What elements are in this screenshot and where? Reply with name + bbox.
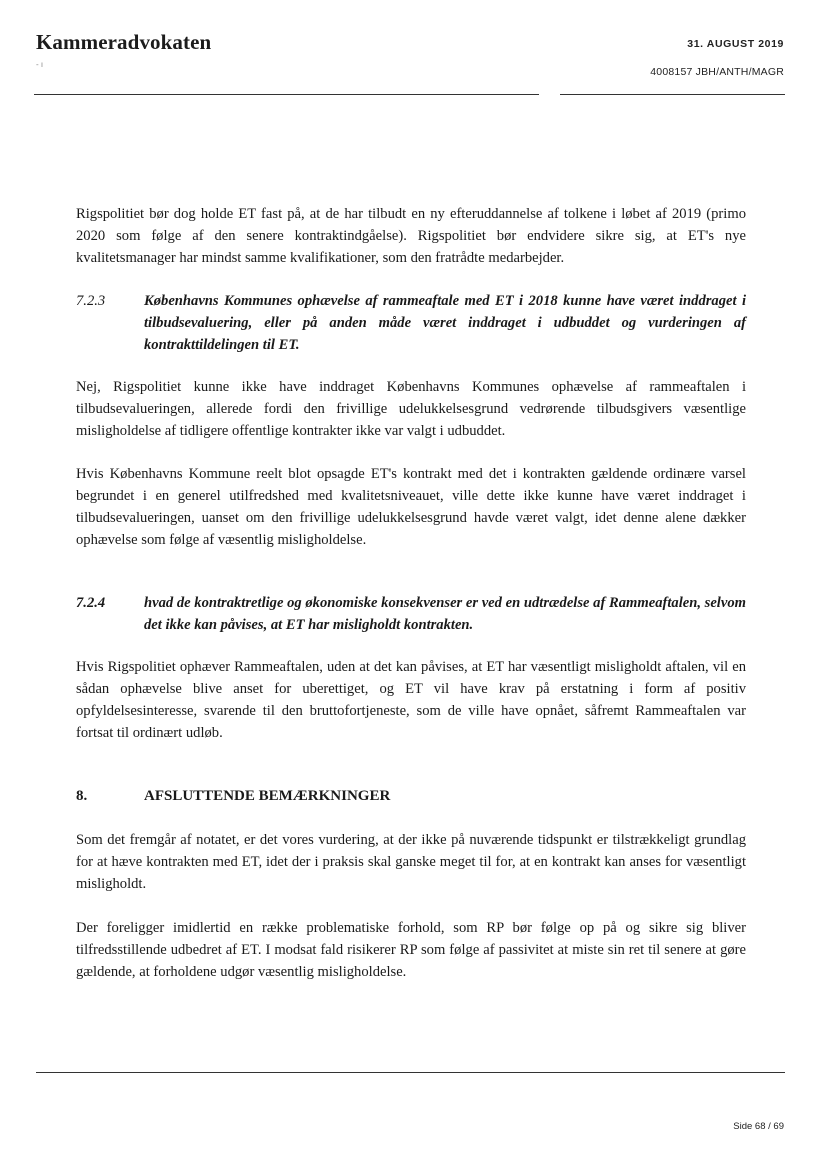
- paragraph-5: Som det fremgår af notatet, er det vores vurdering, at der ikke på nuværende tidspunkt er tilstrækkeligt grundlag for at hæve kontrakten med ET, idet der i praksis skal ganske meget til for, at en kontrakt kan anses for væsentligt misligholdt.: [76, 832, 746, 892]
- question-7-2-3-text: Københavns Kommunes ophævelse af rammeaftale med ET i 2018 kunne have været inddraget i tilbudsevaluering, eller på anden måde været inddraget i udbuddet og vurderingen af kontrakttildelingen til ET.: [144, 293, 746, 353]
- logo-mark: - ı: [36, 60, 44, 69]
- section-number: 8.: [76, 788, 88, 804]
- header-divider-left: [34, 94, 539, 95]
- reference-number: 4008157 JBH/ANTH/MAGR: [650, 66, 784, 78]
- header-divider-right: [560, 94, 785, 95]
- question-7-2-4-number: 7.2.4: [76, 595, 106, 611]
- paragraph-6: Der foreligger imidlertid en række problematiske forhold, som RP bør følge op på og sikre sig bliver tilfredsstillende udbedret af ET. I modsat fald risikerer RP som følge af passivitet at miste sin ret til senere at gøre gældende, at forholdene udgør væsentlig misligholdelse.: [76, 920, 746, 980]
- paragraph-4: Hvis Rigspolitiet ophæver Rammeaftalen, uden at det kan påvises, at ET har væsentligt misligholdt aftalen, vil en sådan ophævelse blive anset for uberettiget, og ET vil have krav på erstatning i form af positiv opfyldelsesinteresse, svarende til den bruttofortjeneste, som de ville have opnået, såfremt Rammeaftalen var fortsat til ordinært udløb.: [76, 659, 746, 741]
- section-title: AFSLUTTENDE BEMÆRKNINGER: [144, 788, 391, 804]
- company-logo: Kammeradvokaten: [36, 30, 212, 54]
- document-date: 31. AUGUST 2019: [687, 38, 784, 50]
- paragraph-1: Rigspolitiet bør dog holde ET fast på, at de har tilbudt en ny efteruddannelse af tolkene i løbet af 2019 (primo 2020 som følge af den senere kontraktindgåelse). Rigspolitiet bør endvidere sikre sig, at ET's nye kvalitetsmanager har mindst samme kvalifikationer, som den fratrådte medarbejder.: [76, 206, 746, 266]
- paragraph-3: Hvis Københavns Kommune reelt blot opsagde ET's kontrakt med det i kontrakten gældende ordinære varsel begrundet i en generel utilfredshed med kvalitetsniveauet, ville dette ikke kunne have været inddraget i tilbudsevalueringen, uanset om den frivillige udelukkelsesgrund havde været valgt, idet denne alene dækker ophævelse som følge af væsentlig misligholdelse.: [76, 466, 746, 548]
- question-7-2-3-number: 7.2.3: [76, 293, 106, 309]
- footer-divider: [36, 1072, 785, 1073]
- paragraph-2: Nej, Rigspolitiet kunne ikke have inddraget Københavns Kommunes ophævelse af rammeaftalen i tilbudsevalueringen, allerede fordi den frivillige udelukkelsesgrund vedrørende tilbudsgivers væsentlige misligholdelse af tidligere offentlige kontrakter ikke var valgt i udbuddet.: [76, 379, 746, 439]
- page-number: Side 68 / 69: [733, 1121, 784, 1132]
- question-7-2-4-text: hvad de kontraktretlige og økonomiske konsekvenser er ved en udtrædelse af Rammeaftalen, selvom det ikke kan påvises, at ET har misligholdt kontrakten.: [144, 595, 746, 633]
